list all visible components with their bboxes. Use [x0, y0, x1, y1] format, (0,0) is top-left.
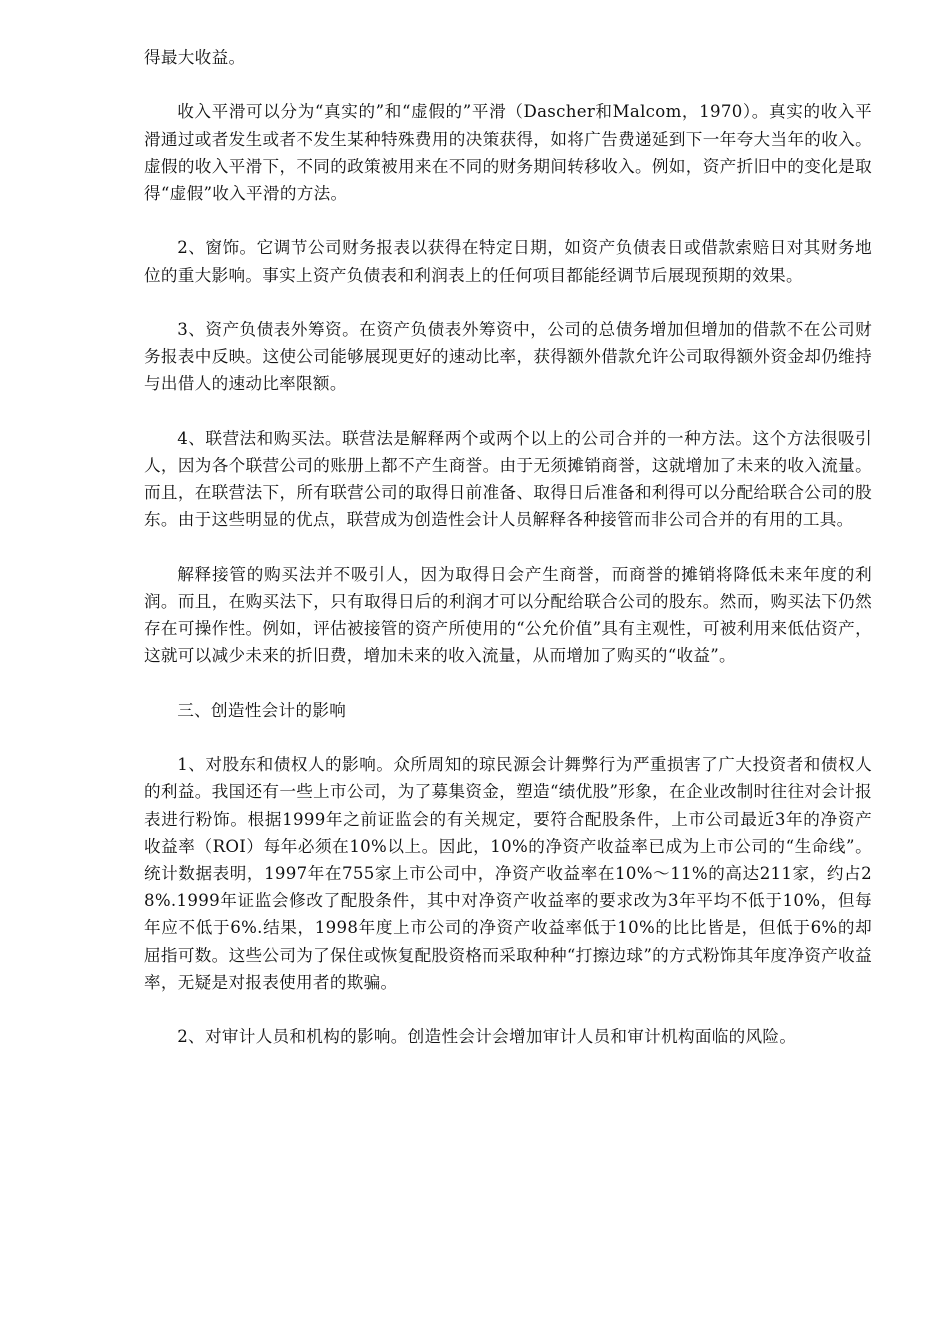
paragraph-off-balance-sheet: 3、资产负债表外筹资。在资产负债表外筹资中，公司的总债务增加但增加的借款不在公司财务报表中反映。这使公司能够展现更好的速动比率，获得额外借款允许公司取得额外资金却仍维持与出借人的速动比率限额。 — [144, 319, 872, 394]
section-heading: 三、创造性会计的影响 — [177, 700, 347, 720]
paragraph-pooling-method: 4、联营法和购买法。联营法是解释两个或两个以上的公司合并的一种方法。这个方法很吸引人，因为各个联营公司的账册上都不产生商誉。由于无须摊销商誉，这就增加了未来的收入流量。而且，在联营法下，所有联营公司的取得日前准备、取得日后准备和利得可以分配给联合公司的股东。由于这些明显的优点，联营成为创造性会计人员解释各种接管而非公司合并的有用的工具。 — [144, 428, 872, 530]
document-page — [144, 44, 872, 1078]
paragraph-income-smoothing: 收入平滑可以分为“真实的”和“虚假的”平滑（Dascher和Malcom，1970）。真实的收入平滑通过或者发生或者不发生某种特殊费用的决策获得，如将广告费递延到下一年夸大当年的收入。虚假的收入平滑下，不同的政策被用来在不同的财务期间转移收入。例如，资产折旧中的变化是取得“虚假”收入平滑的方法。 — [144, 102, 872, 203]
paragraph-auditors-impact: 2、对审计人员和机构的影响。创造性会计会增加审计人员和审计机构面临的风险。 — [177, 1027, 797, 1047]
paragraph-continuation: 得最大收益。 — [144, 48, 246, 67]
paragraph-window-dressing: 2、窗饰。它调节公司财务报表以获得在特定日期，如资产负债表日或借款索赔日对其财务地位的重大影响。事实上资产负债表和利润表上的任何项目都能经调节后展现预期的效果。 — [144, 238, 872, 285]
paragraph-purchase-method: 解释接管的购买法并不吸引人，因为取得日会产生商誉，而商誉的摊销将降低未来年度的利润。而且，在购买法下，只有取得日后的利润才可以分配给联合公司的股东。然而，购买法下仍然存在可操作性。例如，评估被接管的资产所使用的“公允价值”具有主观性，可被利用来低估资产，这就可以减少未来的折旧费，增加未来的收入流量，从而增加了购买的“收益”。 — [144, 564, 872, 666]
paragraph-shareholders-impact: 1、对股东和债权人的影响。众所周知的琼民源会计舞弊行为严重损害了广大投资者和债权人的利益。我国还有一些上市公司，为了募集资金，塑造“绩优股”形象，在企业改制时往往对会计报表进行粉饰。根据1999年之前证监会的有关规定，要符合配股条件，上市公司最近3年的净资产收益率（ROI）每年必须在10%以上。因此，10%的净资产收益率已成为上市公司的“生命线”。统计数据表明，1997年在755家上市公司中，净资产收益率在10%～11%的高达211家，约占28%.1999年证监会修改了配股条件，其中对净资产收益率的要求改为3年平均不低于10%，但每年应不低于6%.结果，1998年度上市公司的净资产收益率低于10%的比比皆是，但低于6%的却屈指可数。这些公司为了保住或恢复配股资格而采取种种“打擦边球”的方式粉饰其年度净资产收益率，无疑是对报表使用者的欺骗。 — [144, 755, 872, 992]
